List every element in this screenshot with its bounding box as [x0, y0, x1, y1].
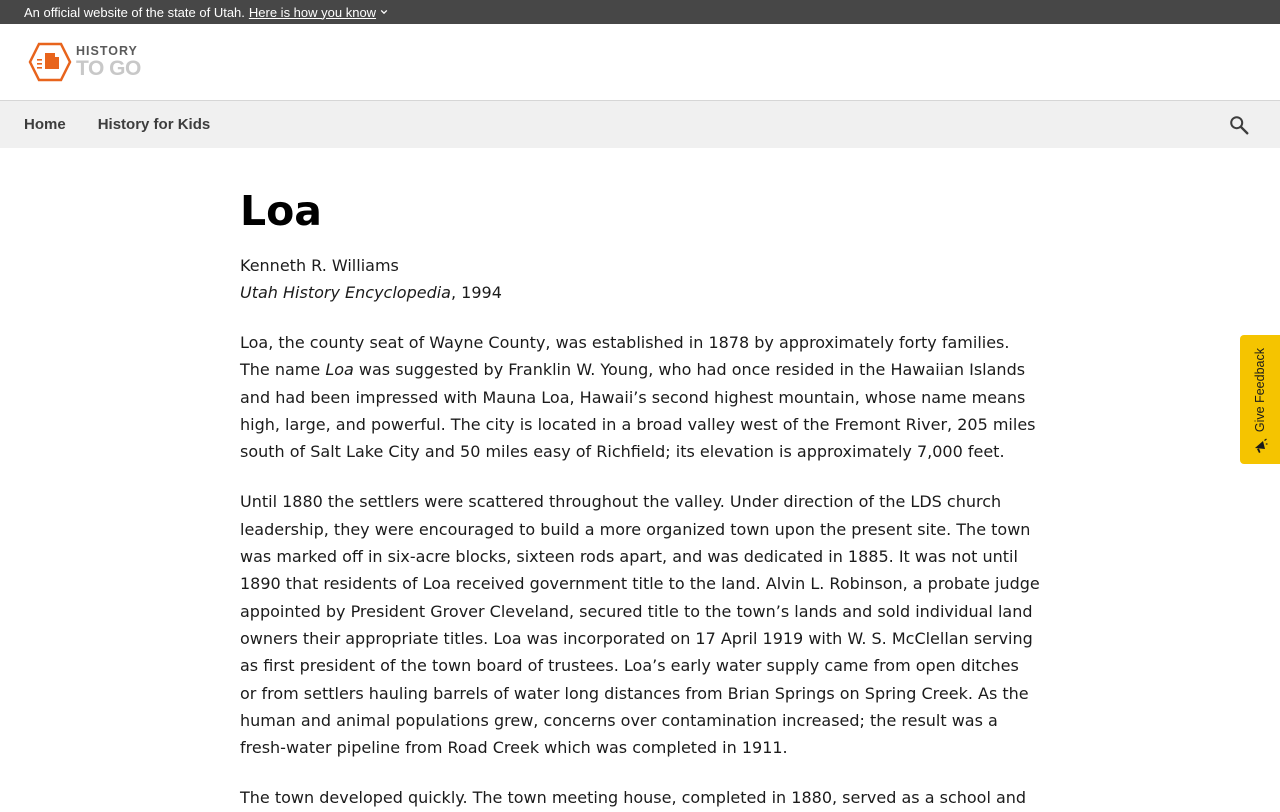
author-name: Kenneth R. Williams	[240, 256, 399, 275]
source-title: Utah History Encyclopedia	[240, 283, 451, 302]
how-you-know-label[interactable]: Here is how you know	[248, 4, 377, 20]
logo-text-bottom: TO GO	[76, 57, 141, 81]
search-icon[interactable]	[1228, 114, 1250, 136]
give-feedback-label[interactable]: Give Feedback	[1253, 347, 1267, 432]
source-year: , 1994	[450, 283, 502, 302]
logo-text-top: HISTORY	[76, 43, 138, 58]
history-to-go-logo[interactable]	[28, 42, 141, 82]
p1-italic: Loa	[325, 360, 354, 380]
nav-item-home[interactable]: Home	[24, 116, 66, 133]
site-header	[0, 24, 1280, 101]
chevron-down-icon	[380, 8, 388, 16]
p1-start: Loa, the county seat of Wayne County, was established in 1878 by approximately forty families. The name	[240, 333, 1010, 380]
nav-item-history-for-kids[interactable]: History for Kids	[97, 116, 211, 133]
main-nav	[0, 101, 1280, 148]
paragraph-1	[240, 329, 1040, 465]
megaphone-icon	[1252, 438, 1268, 454]
byline	[240, 252, 1040, 306]
gov-banner-text: An official website of the state of Utah.	[24, 4, 245, 20]
gov-banner	[0, 0, 1280, 24]
paragraph-3: The town developed quickly. The town meeting house, completed in 1880, served as a school and	[240, 788, 1027, 808]
page-title: Loa	[240, 187, 322, 235]
source-citation	[240, 279, 1040, 306]
hexagon-logo-icon	[28, 42, 72, 82]
paragraph-2: Until 1880 the settlers were scattered throughout the valley. Under direction of the LDS church leadership, they were encouraged to build a more organized town upon the present site. The town was marked off in six-acre blocks, sixteen rods apart, and was dedicated in 1885. It was not until 1890 that residents of Loa received government title to the land. Alvin L. Robinson, a probate judge appointed by President Grover Cleveland, secured title to the town’s lands and sold individual land owners their appropriate titles. Loa was incorporated on 17 April 1919 with W. S. McClellan serving as first president of the town board of trustees. Loa’s early water supply came from open ditches or from settlers hauling barrels of water long distances from Brian Springs on Spring Creek. As the human and animal populations grew, concerns over contamination increased; the result was a fresh-water pipeline from Road Creek which was completed in 1911.	[240, 492, 1040, 758]
give-feedback-button[interactable]	[1240, 335, 1280, 464]
how-you-know-link[interactable]	[249, 5, 388, 20]
article	[240, 149, 1040, 812]
p1-end: was suggested by Franklin W. Young, who had once resided in the Hawaiian Islands and had been impressed with Mauna Loa, Hawaii’s second highest mountain, whose name means high, large, and powerful. The city is located in a broad valley west of the Fremont River, 205 miles south of Salt Lake City and 50 miles easy of Richfield; its elevation is approximately 7,000 feet.	[240, 360, 1036, 462]
